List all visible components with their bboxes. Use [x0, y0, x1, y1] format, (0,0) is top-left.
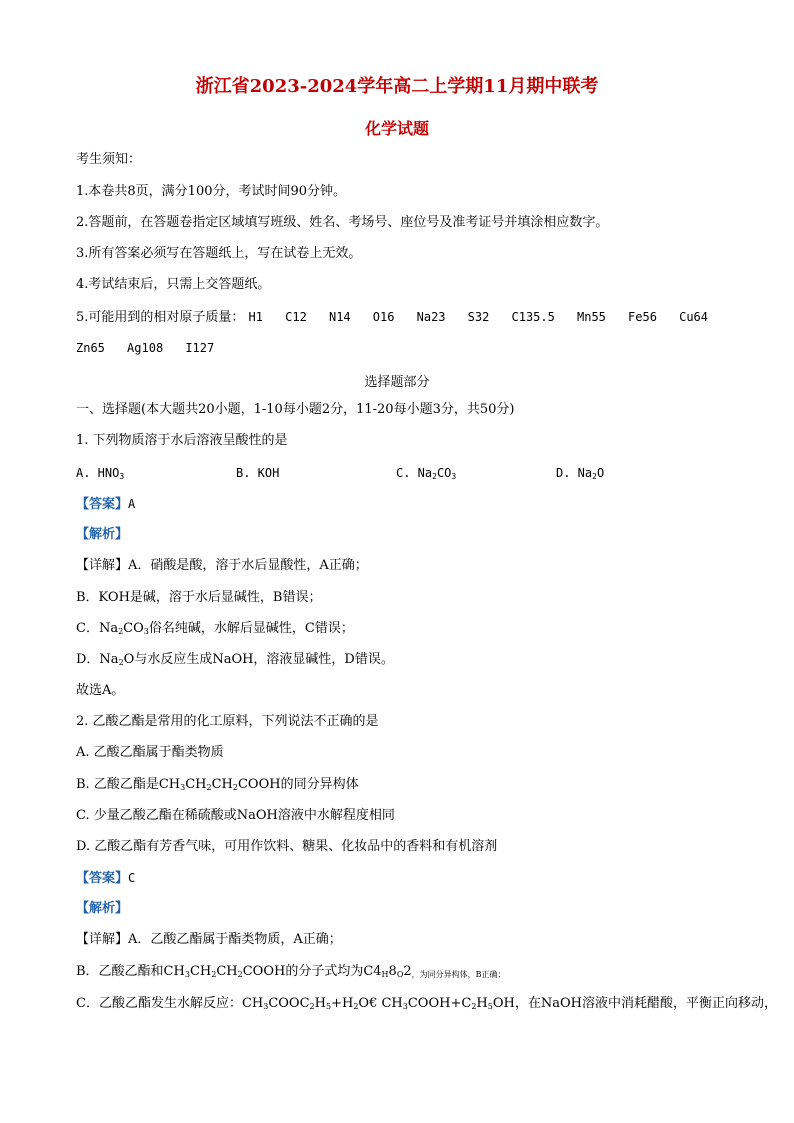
detail-tag: 【详解】 — [76, 558, 129, 573]
question-1-option-d: D. $Na_2O$ — [556, 466, 605, 481]
question-1-option-a: A. $HNO_3$ — [76, 466, 125, 481]
question-1-option-c: C. $Na_2CO_3$ — [396, 466, 457, 481]
question-1-stem: 1. 下列物质溶于水后溶液呈酸性的是 — [76, 433, 288, 448]
atomic-mass-item: Zn65 — [76, 341, 105, 355]
answer-tag: 【答案】 — [76, 497, 129, 512]
atomic-mass-label: 5.可能用到的相对原子质量： — [76, 310, 245, 325]
atomic-mass-item: C135.5 — [511, 310, 555, 324]
question-1-conclusion: 故选A。 — [76, 683, 125, 698]
atomic-mass-item: O16 — [372, 310, 395, 324]
notice-item-2: 2.答题前，在答题卷指定区域填写班级、姓名、考场号、座位号及准考证号并填涂相应数字。 — [76, 215, 609, 230]
question-2-option-b: B. 乙酸乙酯是$CH_3CH_2CH_2COOH$的同分异构体 — [76, 777, 359, 792]
question-1-detail-c: C．$Na_2CO_3$俗名纯碱，水解后显碱性，C错误； — [76, 621, 354, 636]
question-1-option-b: B. KOH — [236, 466, 280, 480]
question-2-analysis — [76, 901, 128, 917]
notice-heading: 考生须知： — [76, 152, 142, 167]
question-1-analysis — [76, 527, 128, 543]
question-1-answer — [76, 496, 135, 513]
atomic-mass-item: Na23 — [416, 310, 446, 324]
question-1-detail-a: 【详解】A．硝酸是酸，溶于水后显酸性，A正确； — [76, 558, 368, 573]
answer-value: C — [128, 871, 136, 885]
question-2-option-c: C. 少量乙酸乙酯在稀硫酸或NaOH溶液中水解程度相同 — [76, 808, 395, 823]
atomic-mass-item: Cu64 — [679, 310, 708, 324]
answer-tag: 【答案】 — [76, 871, 129, 886]
atomic-mass-item: S32 — [467, 310, 490, 324]
part-title: 选择题部分 — [364, 375, 430, 390]
question-2-option-d: D. 乙酸乙酯有芳香气味，可用作饮料、糖果、化妆品中的香料和有机溶剂 — [76, 839, 498, 854]
atomic-mass-item: Ag108 — [127, 341, 164, 355]
analysis-tag: 【解析】 — [76, 527, 129, 542]
exam-title: 浙江省2023-2024学年高二上学期11月期中联考 — [195, 76, 599, 97]
atomic-mass-item: Mn55 — [577, 310, 606, 324]
atomic-mass-item: N14 — [328, 310, 351, 324]
question-2-detail-a: 【详解】A．乙酸乙酯属于酯类物质，A正确； — [76, 932, 342, 947]
atomic-mass-item: H1 — [248, 310, 263, 324]
question-1-detail-d: D．$Na_2O$与水反应生成NaOH，溶液显碱性，D错误。 — [76, 652, 394, 667]
section-heading: 一、选择题(本大题共20小题，1-10每小题2分，11-20每小题3分，共50分) — [76, 402, 515, 417]
analysis-tag: 【解析】 — [76, 901, 129, 916]
question-2-answer — [76, 870, 135, 887]
atomic-mass-row-2 — [76, 340, 232, 357]
answer-value: A — [128, 497, 136, 511]
notice-item-3: 3.所有答案必须写在答题纸上，写在试卷上无效。 — [76, 246, 362, 261]
detail-tag: 【详解】 — [76, 932, 129, 947]
atomic-mass-item: C12 — [285, 310, 307, 324]
question-1-detail-b: B．KOH是碱，溶于水后显碱性，B错误； — [76, 590, 322, 605]
atomic-mass-item: Fe56 — [628, 310, 657, 324]
question-2-option-a: A. 乙酸乙酯属于酯类物质 — [76, 745, 224, 760]
exam-subtitle: 化学试题 — [364, 119, 429, 138]
atomic-mass-row-1 — [76, 309, 726, 326]
notice-item-4: 4.考试结束后，只需上交答题纸。 — [76, 277, 271, 292]
atomic-mass-item: I127 — [185, 341, 215, 355]
question-2-detail-b: B．乙酸乙酯和$CH_3CH_2CH_2COOH$的分子式均为$C4_H8_O2_{,为同分异构体,B正确;}$ — [76, 964, 506, 979]
question-2-stem: 2. 乙酸乙酯是常用的化工原料，下列说法不正确的是 — [76, 714, 379, 729]
question-2-detail-c: C．乙酸乙酯发生水解反应：$CH_3COOC_2H_5+H_2O€$ $CH_3COOH+C_2H_5OH$，在NaOH溶液中消耗醋酸，平衡正向移动， — [76, 996, 777, 1011]
notice-item-1: 1.本卷共8页，满分100分，考试时间90分钟。 — [76, 184, 347, 199]
